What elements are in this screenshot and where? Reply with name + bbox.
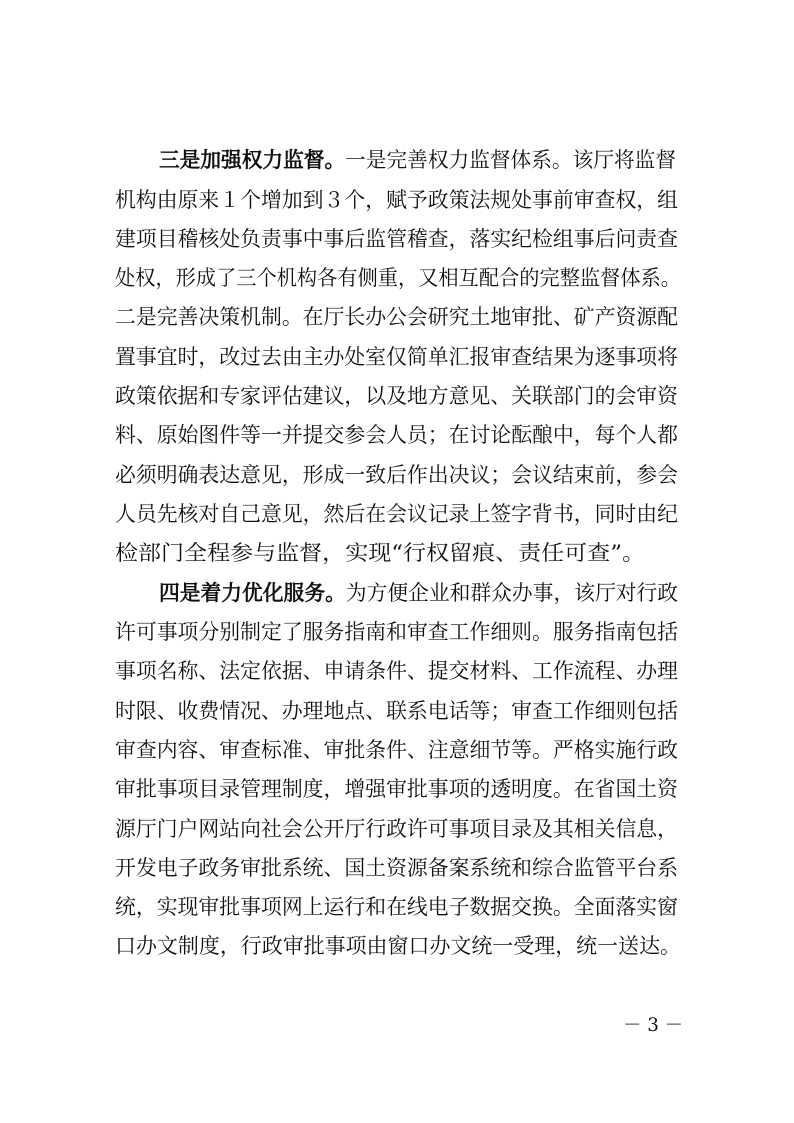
text-line: 人员先核对自己意见，然后在会议记录上签字背书，同时由纪 [115, 502, 678, 526]
text-line: 必须明确表达意见，形成一致后作出决议；会议结束前，参会 [115, 463, 678, 487]
text-line: 许可事项分别制定了服务指南和审查工作细则。服务指南包括 [115, 620, 678, 644]
text-line: 口办文制度，行政审批事项由窗口办文统一受理，统一送达。 [115, 934, 681, 958]
paragraph-text: 一是完善权力监督体系。该厅将监督 [345, 148, 676, 172]
page-number: － 3 － [623, 1014, 684, 1036]
text-line: 建项目稽核处负责事中事后监管稽查，落实纪检组事后问责查 [115, 227, 678, 251]
text-line: 处权，形成了三个机构各有侧重，又相互配合的完整监督体系。 [115, 266, 681, 290]
text-line: 检部门全程参与监督，实现“行权留痕、责任可查”。 [115, 541, 645, 565]
text-line: 源厅门户网站向社会公开厅行政许可事项目录及其相关信息， [115, 817, 678, 841]
paragraph-text: 为方便企业和群众办事，该厅对行政 [345, 581, 678, 605]
text-line: 二是完善决策机制。在厅长办公会研究土地审批、矿产资源配 [115, 305, 678, 329]
paragraph-heading: 三是加强权力监督。 [159, 148, 346, 172]
text-line: 统，实现审批事项网上运行和在线电子数据交换。全面落实窗 [115, 895, 678, 919]
text-line: 料、原始图件等一并提交参会人员；在讨论酝酿中，每个人都 [115, 423, 678, 447]
paragraph-heading: 四是着力优化服务。 [159, 581, 346, 605]
text-line: 置事宜时，改过去由主办处室仅简单汇报审查结果为逐事项将 [115, 345, 678, 369]
text-line: 审批事项目录管理制度，增强审批事项的透明度。在省国土资 [115, 777, 678, 801]
text-line: 政策依据和专家评估建议，以及地方意见、关联部门的会审资 [115, 384, 678, 408]
text-line: 事项名称、法定依据、申请条件、提交材料、工作流程、办理 [115, 659, 678, 683]
text-line: 时限、收费情况、办理地点、联系电话等；审查工作细则包括 [115, 699, 678, 723]
text-line [159, 573, 678, 613]
text-line: 审查内容、审查标准、审批条件、注意细节等。严格实施行政 [115, 738, 678, 762]
text-line: 开发电子政务审批系统、国土资源备案系统和综合监管平台系 [115, 856, 678, 880]
text-line: 机构由原来１个增加到３个，赋予政策法规处事前审查权，组 [115, 188, 678, 212]
text-line [159, 140, 676, 180]
